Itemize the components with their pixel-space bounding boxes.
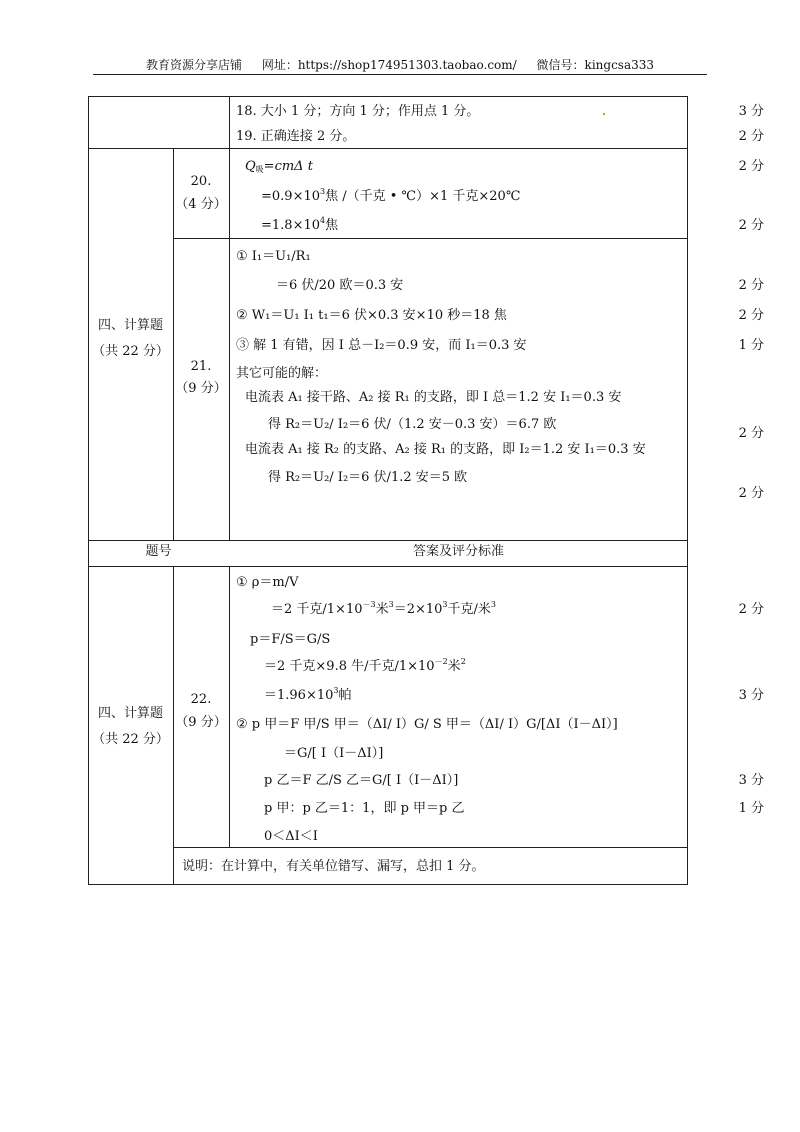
points-19: 2 分 [738,129,764,144]
shop-url: 网址：https://shop174951303.taobao.com/ [261,58,517,72]
points-18: 3 分 [738,104,764,119]
row-divider [173,847,688,848]
question-number-22: 22. [190,692,212,707]
q22-points-5: 3 分 [738,688,764,703]
section-title-2: 四、计算题 [97,706,163,721]
row-divider [88,540,688,541]
question-score-22: （9 分） [175,715,227,730]
col-divider [229,566,230,847]
q21-line-5: 其它可能的解： [236,366,328,381]
q20-points-1: 2 分 [738,159,764,174]
q21-line-6: 电流表 A₁ 接干路、A₂ 接 R₁ 的支路，即 I 总＝1.2 安 I₁＝0.3 安 [245,390,622,405]
q21-line-4: ③ 解 1 有错，因 I 总－I₂＝0.9 安，而 I₁＝0.3 安 [236,338,527,353]
col-divider [229,96,230,540]
q21-points-3: 2 分 [738,308,764,323]
answer-18: 18. 大小 1 分；方向 1 分；作用点 1 分。 [236,104,480,119]
question-number-20: 20. [190,174,212,189]
header-rule [93,74,707,75]
q21-points-9: 2 分 [738,486,764,501]
answer-table [88,96,764,885]
page-header [0,56,800,73]
question-score-20: （4 分） [175,197,227,212]
table-border-right [687,96,688,885]
q22-line-6: ② p 甲＝F 甲/S 甲＝（ΔI/ I）G/ S 甲＝（ΔI/ I）G/[ΔI（I－ΔI）] [236,717,618,732]
scoring-note: 说明：在计算中，有关单位错写、漏写，总扣 1 分。 [182,859,485,874]
q22-line-4: ＝2 千克×9.8 牛/千克$/1\times 10^{-2}$米$^2$ [264,657,466,674]
question-number-21: 21. [190,359,212,374]
section-total-2: （共 22 分） [92,732,169,747]
section-total: （共 22 分） [92,344,169,359]
row-divider [173,238,688,239]
q21-line-3: ② W₁＝U₁ I₁ t₁＝6 伏×0.3 安×10 秒＝18 焦 [236,308,507,323]
q21-line-1: ① I₁＝U₁/R₁ [236,249,311,264]
row-divider [88,148,688,149]
column-header-answer: 答案及评分标准 [412,544,504,559]
q22-points-8: 3 分 [738,773,764,788]
section-title: 四、计算题 [97,318,163,333]
row-divider [88,566,688,567]
q22-line-7: ＝G/[ I（I－ΔI）] [284,746,384,761]
answer-19: 19. 正确连接 2 分。 [236,129,356,144]
q22-line-9: p 甲：p 乙＝1：1，即 p 甲＝p 乙 [264,801,465,816]
column-header-number: 题号 [145,544,172,559]
q20-line-3: $=1.8\times 10^4$焦 [261,216,339,233]
stray-mark [603,113,605,115]
q21-line-8: 电流表 A₁ 接 R₂ 的支路、A₂ 接 R₁ 的支路，即 I₂＝1.2 安 I₁＝0.3 安 [245,442,646,457]
q22-line-10: 0＜ΔI＜I [264,829,318,844]
table-border-top [88,96,688,97]
q22-points-9: 1 分 [738,801,764,816]
q22-line-8: p 乙＝F 乙/S 乙＝G/[ I（I－ΔI）] [264,773,459,788]
q20-line-1: $Q_吸=cm\Delta$ t [245,159,313,174]
q21-points-2: 2 分 [738,278,764,293]
q21-line-9: 得 R₂＝U₂/ I₂＝6 伏/1.2 安＝5 欧 [268,470,468,485]
table-border-left [88,96,89,885]
q22-line-3: p＝F/S＝G/S [250,632,331,647]
q21-points-4: 1 分 [738,338,764,353]
q21-line-7: 得 R₂＝U₂/ I₂＝6 伏/（1.2 安－0.3 安）＝6.7 欧 [268,417,557,432]
q21-points-7: 2 分 [738,426,764,441]
q22-line-1: ① ρ＝m/V [236,575,299,590]
q22-line-2: ＝2 千克$/1\times 10^{-3}$米$^3=2\times 10^3$千克/米$^3$ [271,600,496,617]
table-border-bottom [88,884,688,885]
q20-points-3: 2 分 [738,218,764,233]
question-score-21: （9 分） [175,381,227,396]
q22-points-2: 2 分 [738,602,764,617]
shop-name: 教育资源分享店铺 [145,58,242,72]
q21-line-2: ＝6 伏/20 欧＝0.3 安 [276,278,404,293]
q22-line-5: $=1.96\times 10^3$帕 [264,686,352,703]
wechat-id: 微信号：kingcsa333 [536,58,655,72]
q20-line-2: $=0.9\times 10^3$焦 /（千克 • ℃）×1 千克×20℃ [261,187,521,204]
